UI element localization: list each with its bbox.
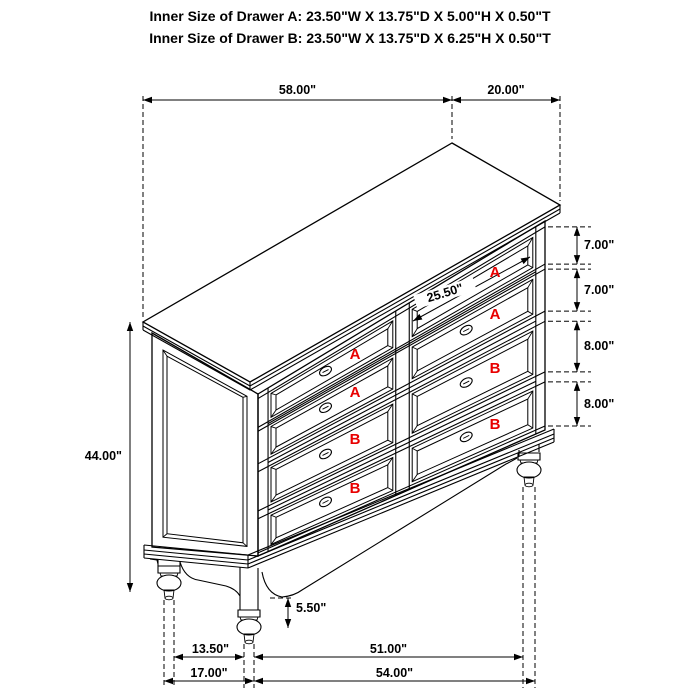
title-drawer-a-size: Inner Size of Drawer A: 23.50"W X 13.75"D X 5.00"H X 0.50"T [149,8,551,24]
dim-drawer-row-4-height: 8.00" [584,397,615,411]
dim-leg-spacing-front-inner: 51.00" [369,642,408,656]
dim-overall-height: 44.00" [84,449,122,463]
dim-leg-height: 5.50" [296,601,327,615]
drawer-label-left-4: B [349,480,361,497]
dim-leg-spacing-side-inner: 13.50" [191,642,230,656]
dim-drawer-row-3-height: 8.00" [584,339,615,353]
drawer-label-right-1: A [489,264,501,281]
drawer-label-right-4: B [489,416,501,433]
dim-drawer-row-1-height: 7.00" [584,238,615,252]
drawer-label-right-2: A [489,306,501,323]
dim-leg-spacing-front-outer: 54.00" [375,666,414,680]
drawer-label-left-3: B [349,431,361,448]
dim-drawer-row-2-height: 7.00" [584,283,615,297]
drawer-label-left-1: A [349,346,361,363]
title-drawer-b-size: Inner Size of Drawer B: 23.50"W X 13.75"D X 6.25"H X 0.50"T [149,30,551,46]
drawer-label-right-3: B [489,360,501,377]
drawer-label-left-2: A [349,384,361,401]
dim-leg-spacing-side-outer: 17.00" [190,666,228,680]
dim-top-length: 58.00" [278,83,317,97]
dim-drawer-front-width: 25.50" [413,277,476,309]
dim-top-depth: 20.00" [487,83,525,97]
